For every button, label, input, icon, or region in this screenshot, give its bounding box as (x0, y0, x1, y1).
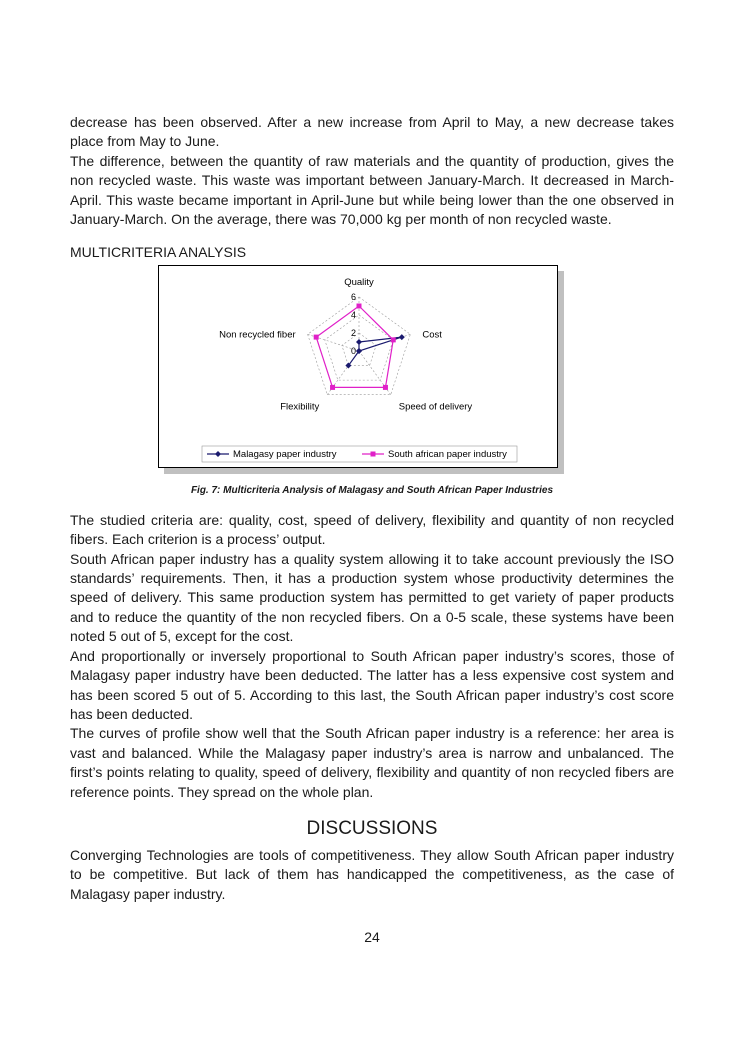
discussions-title: DISCUSSIONS (306, 817, 438, 839)
axis-label: Speed of delivery (398, 401, 473, 413)
legend-label: South african paper industry (388, 448, 507, 460)
radar-chart (159, 266, 559, 469)
body-paragraph: The studied criteria are: quality, cost, speed of delivery, flexibility and quantity of non recycled fibers. Each criterion is a process’ output. (70, 511, 674, 548)
axis-label: Quality (344, 276, 374, 288)
radial-tick-label: 6 (351, 291, 357, 302)
axis-label: Flexibility (280, 401, 320, 413)
radial-tick-label: 2 (351, 327, 357, 338)
axis-label: Cost (422, 329, 442, 341)
body-paragraph: Converging Technologies are tools of competitiveness. They allow South African paper industry to be competitive. But lack of them has handicapped the competitiveness, as the case of Malagasy paper industry. (70, 846, 674, 902)
body-paragraph: decrease has been observed. After a new increase from April to May, a new decrease takes place from May to June. (70, 114, 674, 150)
data-point-diamond (356, 339, 362, 345)
figure-radar-chart (70, 265, 674, 480)
body-paragraph: South African paper industry has a quality system allowing it to take account previously the ISO standards’ requirements. Then, it has a production system whose productivity determines the speed of delivery. This same production system has permitted to get variety of paper products and to reduce the quantity of the non recycled fibers. On a 0-5 scale, these systems have been noted 5 out of 5, except for the cost. (70, 550, 674, 645)
radial-tick-label: 4 (351, 309, 357, 320)
body-paragraph: The curves of profile show well that the South African paper industry is a reference: her area is vast and balanced. While the Malagasy paper industry’s area is narrow and unbalanced. The first’s points relating to quality, speed of delivery, flexibility and quantity of non recycled fibers are reference points. They spread on the whole plan. (70, 725, 674, 800)
figure-caption: Fig. 7: Multicriteria Analysis of Malagasy and South African Paper Industries (190, 484, 554, 496)
data-point-square (314, 334, 319, 339)
radial-tick-label: 0 (351, 345, 357, 356)
paper-page-body (70, 113, 674, 904)
body-paragraph: And proportionally or inversely proportional to South African paper industry’s scores, those of Malagasy paper industry have been deducted. The latter has a less expensive cost system and has been scored 5 out of 5. According to this last, the South African paper industry’s cost score has been deducted. (70, 647, 674, 722)
section-heading: MULTICRITERIA ANALYSIS (70, 244, 247, 261)
legend-label: Malagasy paper industry (233, 448, 337, 460)
data-point-square (357, 303, 362, 308)
page-number: 24 (364, 929, 380, 945)
data-point-diamond (399, 334, 405, 340)
axis-label: Non recycled fiber (219, 329, 296, 341)
chart-frame (158, 265, 558, 468)
data-point-square (330, 385, 335, 390)
body-paragraph: The difference, between the quantity of raw materials and the quantity of production, gives the non recycled waste. This waste was important between January-March. It decreased in March-April. This waste became important in April-June but while being lower than the one observed in January-March. On the average, there was 70,000 kg per month of non recycled waste. (70, 152, 674, 228)
data-point-square (383, 385, 388, 390)
legend-marker (371, 451, 376, 456)
data-point-square (391, 337, 396, 342)
